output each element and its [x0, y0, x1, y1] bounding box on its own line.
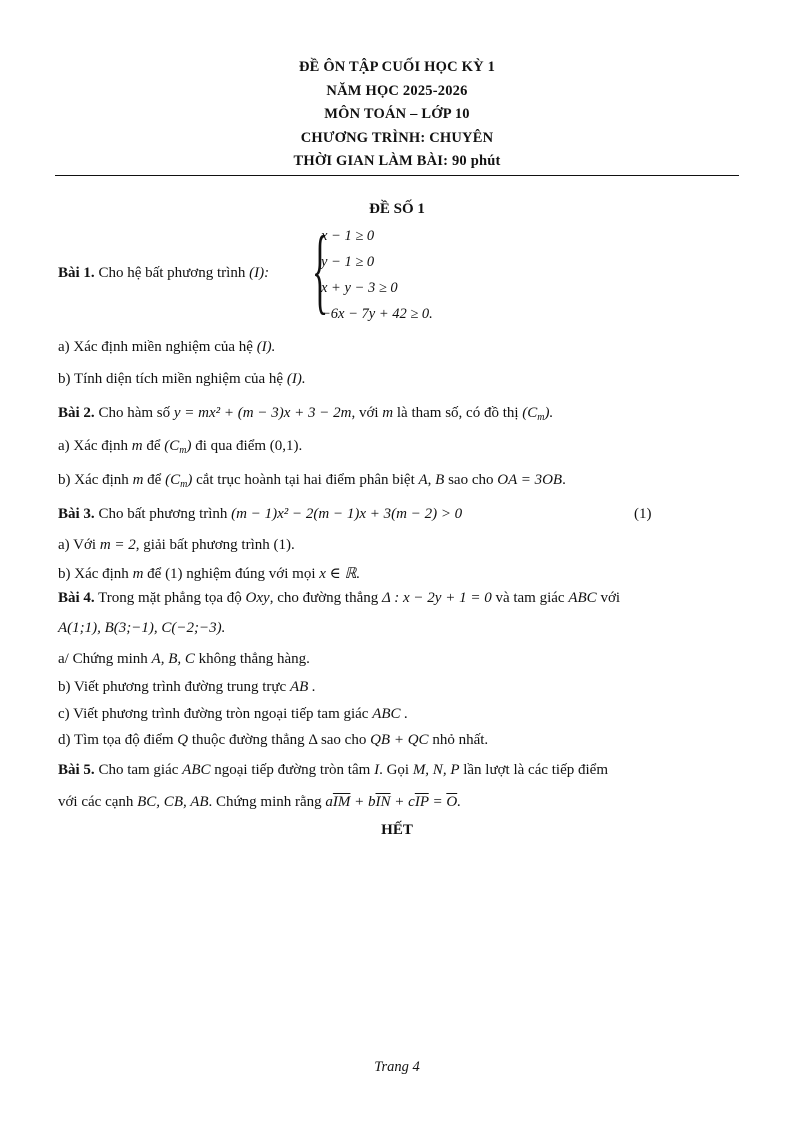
bai4-d-delta: Δ [308, 732, 318, 748]
bai1-part-a [58, 339, 738, 356]
bai5-statement-2 [58, 794, 738, 811]
bai4-text4: với [600, 590, 621, 606]
bai2-a2: để [146, 438, 161, 454]
bai3-a1: a) Với [58, 537, 97, 553]
bai1-system-name: (I): [249, 265, 270, 281]
bai3-b-cond: x ∈ ℝ. [319, 566, 361, 582]
bai3-a-value: m = 2 [99, 537, 136, 553]
bai5-label: Bài 5. [58, 762, 95, 778]
bai2-statement [58, 405, 738, 423]
bai3-text: Cho bất phương trình [98, 506, 228, 522]
coef-c: c [408, 794, 415, 810]
bai1-b-ref: (I). [286, 371, 306, 387]
end-marker: HẾT [381, 822, 413, 838]
header-line-2: NĂM HỌC 2025-2026 [326, 82, 468, 99]
bai3-part-b [58, 564, 738, 583]
bai4-d1: d) Tìm tọa độ điểm [58, 732, 174, 748]
bai2-part-a [58, 438, 738, 456]
vector-ip: $\overline{IP}$ [414, 794, 429, 810]
bai5-triangle: ABC [182, 762, 211, 778]
bai4-a1: a/ Chứng minh [58, 651, 148, 667]
bai4-d4: nhỏ nhất. [432, 732, 489, 748]
bai4-label: Bài 4. [58, 590, 95, 606]
header-line-1: ĐỀ ÔN TẬP CUỐI HỌC KỲ 1 [298, 59, 496, 75]
bai4-triangle: ABC [568, 590, 597, 606]
bai2-part-b: b) Xác định m để $(C_m)$ cắt trục hoành tại hai điểm phân biệt A, B sao cho OA = 3OB. [58, 472, 566, 490]
bai1-text: Cho hệ bất phương trình [98, 265, 246, 281]
coef-a: a [325, 794, 333, 810]
bai2-b-param: m [132, 472, 144, 488]
bai2-a1: a) Xác định [58, 438, 128, 454]
bai4-b-segment: AB . [289, 679, 316, 695]
system-brace: { [312, 216, 329, 323]
bai2-graph: $(C_m)$. [522, 405, 554, 423]
system-row-3: x + y − 3 ≥ 0 [321, 280, 398, 296]
bai2-a-param: m [131, 438, 143, 454]
bai4-points-list: A(1;1), B(3;−1), C(−2;−3). [58, 620, 226, 636]
bai4-line-eq: Δ : x − 2y + 1 = 0 [381, 590, 492, 606]
system-row-1: x − 1 ≥ 0 [321, 228, 375, 244]
bai2-b-point-b: B [435, 472, 445, 488]
bai4-b: b) Viết phương trình đường trung trực [58, 679, 287, 695]
bai3-b1: b) Xác định [58, 566, 129, 582]
bai4-c-triangle: ABC . [372, 706, 409, 722]
bai2-text2: , với [351, 405, 379, 421]
page-number: Trang 4 [374, 1059, 420, 1075]
bai2-b3: cắt trục hoành tại hai điểm phân biệt [196, 472, 415, 488]
vector-in: $\overline{IN}$ [375, 794, 391, 810]
bai1-a-text: a) Xác định miền nghiệm của hệ [58, 339, 253, 355]
bai5-text4: lần lượt là các tiếp điểm [463, 762, 608, 778]
bai5-text3: . Gọi [379, 762, 410, 778]
header-line-4: CHƯƠNG TRÌNH: CHUYÊN [300, 129, 494, 146]
bai3-number: (1) [634, 506, 652, 522]
bai2-label: Bài 2. [58, 405, 95, 421]
header-line-5: THỜI GIAN LÀM BÀI: 90 phút [293, 153, 501, 169]
bai1-statement [58, 265, 738, 282]
exam-header [0, 56, 794, 174]
bai3-b-param: m [132, 566, 144, 582]
bai5-sides: BC, CB, AB [137, 794, 209, 810]
bai4-text2: , cho đường thẳng [269, 590, 379, 606]
bai4-d-expr: QB + QC [370, 732, 429, 748]
bai2-text3: là tham số, có đồ thị [396, 405, 519, 421]
bai4-text1: Trong mặt phẳng tọa độ [98, 590, 242, 606]
bai5-text5: với các cạnh [58, 794, 134, 810]
bai4-a-points: A, B, C [151, 651, 195, 667]
bai5-text2: ngoại tiếp đường tròn tâm [214, 762, 371, 778]
bai1-a-ref: (I). [256, 339, 276, 355]
bai4-oxy: Oxy [245, 590, 270, 606]
bai4-d3: sao cho [320, 732, 367, 748]
bai3-statement [58, 506, 738, 523]
bai2-b1: b) Xác định [58, 472, 129, 488]
bai4-text3: và tam giác [495, 590, 565, 606]
bai4-part-b [58, 679, 738, 696]
bai2-b4: sao cho [448, 472, 494, 488]
bai3-b2: để (1) nghiệm đúng với mọi [147, 566, 316, 582]
bai3-label: Bài 3. [58, 506, 95, 522]
coef-b: b [368, 794, 376, 810]
bai1-label: Bài 1. [58, 265, 95, 281]
system-row-2: y − 1 ≥ 0 [321, 254, 375, 270]
bai2-a-point: (0,1). [269, 438, 303, 454]
bai5-vector-eq: $a\overline{IM} + b\overline{IN} + c\overline{IP} = \overline{O}$. [325, 794, 461, 810]
system-row-4: −6x − 7y + 42 ≥ 0. [321, 306, 433, 322]
bai5-text1: Cho tam giác [98, 762, 179, 778]
header-divider [55, 175, 739, 176]
bai2-b-graph: $(C_m)$ [165, 472, 193, 490]
bai4-a2: không thẳng hàng. [198, 651, 310, 667]
bai2-b-cond: OA = 3OB [497, 472, 563, 488]
bai5-text6: . Chứng minh rằng [208, 794, 322, 810]
exam-title: ĐỀ SỐ 1 [369, 201, 425, 217]
bai2-a3: đi qua điểm [195, 438, 267, 454]
vector-im: $\overline{IM}$ [332, 794, 351, 810]
bai4-part-d [58, 732, 738, 749]
bai3-inequality: (m − 1)x² − 2(m − 1)x + 3(m − 2) > 0 [231, 506, 463, 522]
bai2-b2: để [147, 472, 162, 488]
bai4-statement [58, 590, 738, 607]
bai5-center: I [374, 762, 380, 778]
bai1-part-b [58, 371, 738, 388]
bai2-text1: Cho hàm số [98, 405, 171, 421]
bai4-part-a [58, 651, 738, 668]
bai1-b-text: b) Tính diện tích miền nghiệm của hệ [58, 371, 284, 387]
bai2-param: m [382, 405, 394, 421]
bai3-a2: , giải bất phương trình (1). [135, 537, 295, 553]
header-line-3: MÔN TOÁN – LỚP 10 [324, 106, 470, 122]
bai4-c: c) Viết phương trình đường tròn ngoại tiếp tam giác [58, 706, 369, 722]
vector-zero: $\overline{O}$ [446, 794, 458, 810]
bai5-statement [58, 762, 738, 779]
bai4-part-c [58, 706, 738, 723]
bai4-points [58, 620, 738, 637]
bai4-d-q: Q [177, 732, 189, 748]
bai2-function: y = mx² + (m − 3)x + 3 − 2m [173, 405, 352, 421]
bai4-d2: thuộc đường thẳng [191, 732, 305, 748]
bai2-b-points: A [418, 472, 428, 488]
bai3-part-a [58, 537, 738, 554]
bai2-a-graph: $(C_m)$ [164, 438, 192, 456]
bai5-mnp: M, N, P [412, 762, 460, 778]
